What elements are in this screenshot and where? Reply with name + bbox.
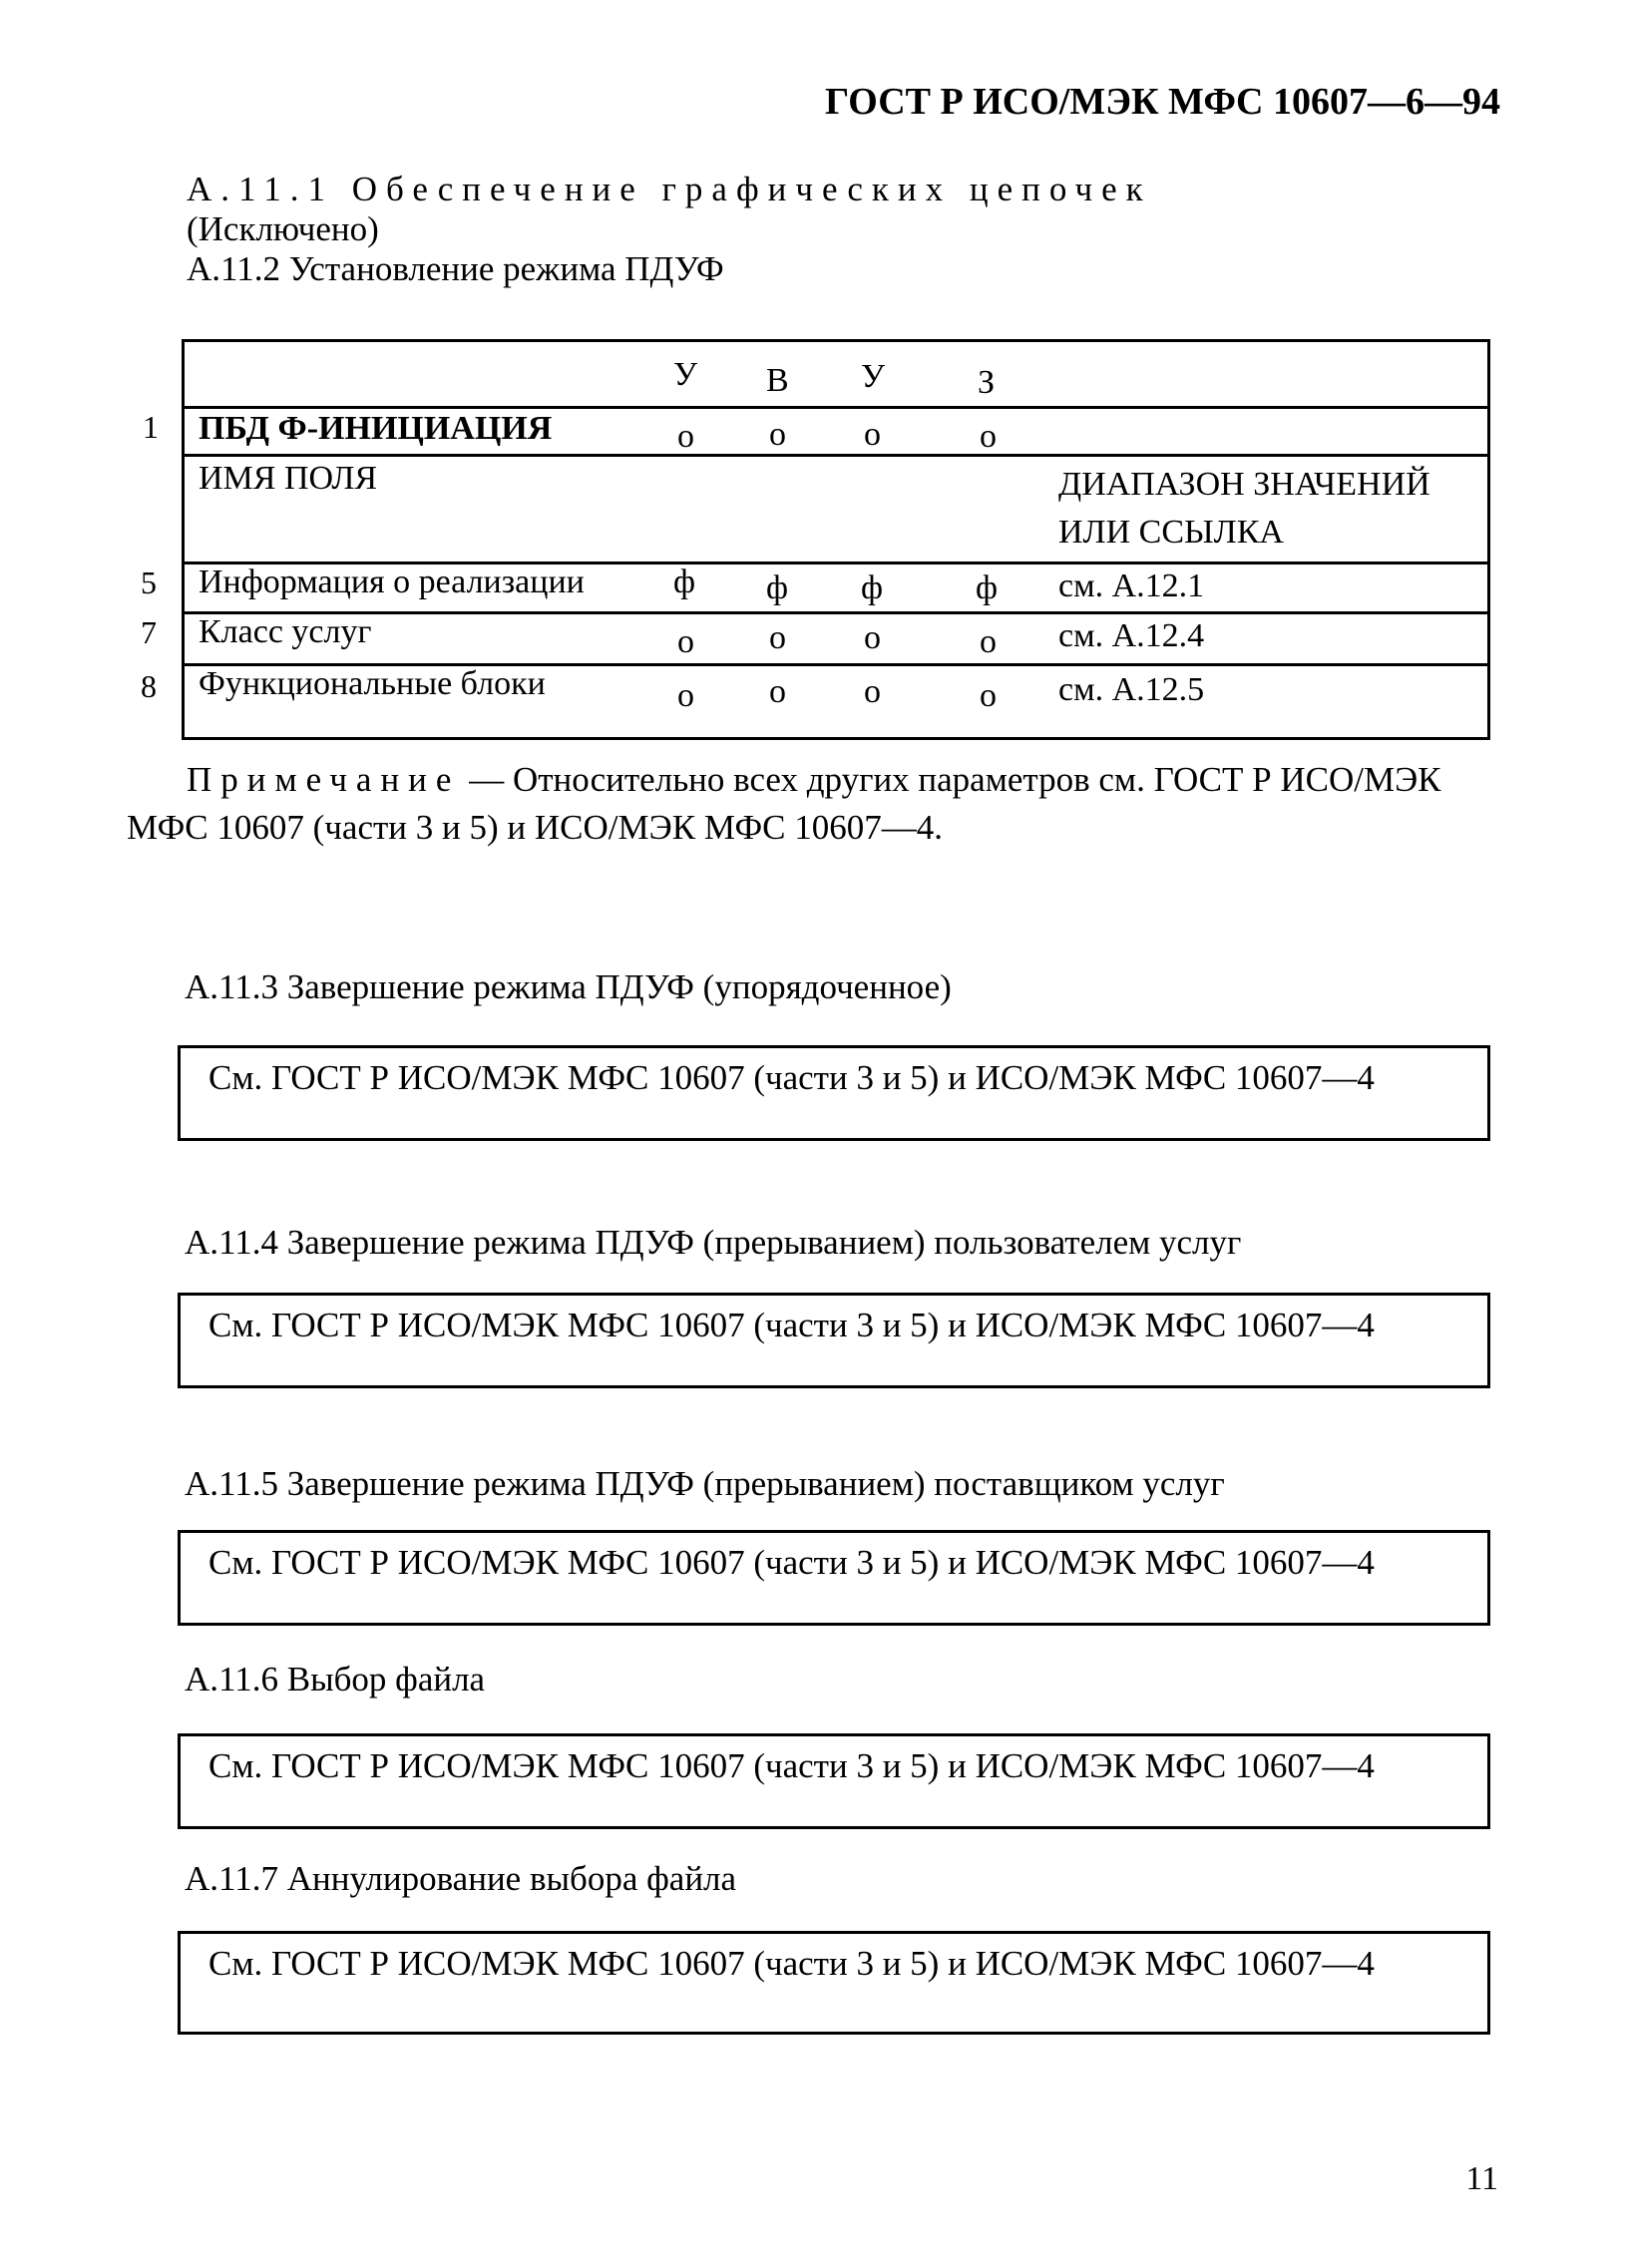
row-number: 5	[141, 565, 157, 600]
pdu-mark-3: о	[864, 416, 881, 453]
note-label: Примечание	[187, 760, 461, 799]
field-mark-4: о	[980, 677, 997, 714]
column-header-u1: У	[673, 356, 698, 393]
field-mark-2: о	[769, 673, 786, 710]
note-line-1	[187, 756, 1441, 804]
field-name: Класс услуг	[199, 613, 372, 650]
reference-box-a11-7: См. ГОСТ Р ИСО/МЭК МФС 10607 (части 3 и 5) и ИСО/МЭК МФС 10607—4	[178, 1931, 1490, 2035]
column-header-z: З	[978, 364, 996, 401]
section-a11-2-title: А.11.2 Установление режима ПДУФ	[187, 249, 724, 288]
pdu-table	[182, 339, 1490, 740]
pdu-name: ПБД Ф-ИНИЦИАЦИЯ	[199, 410, 553, 447]
reference-box-a11-6: См. ГОСТ Р ИСО/МЭК МФС 10607 (части 3 и 5) и ИСО/МЭК МФС 10607—4	[178, 1733, 1490, 1829]
column-header-u2: У	[861, 358, 886, 395]
field-name: Информация о реализации	[199, 564, 585, 600]
note-text-1: — Относительно всех других параметров см. ГОСТ Р ИСО/МЭК	[460, 760, 1441, 799]
field-mark-4: ф	[976, 569, 999, 606]
section-a11-1-note: (Исключено)	[187, 209, 379, 248]
document-header: ГОСТ Р ИСО/МЭК МФС 10607—6—94	[824, 81, 1500, 123]
section-a11-3-title: А.11.3 Завершение режима ПДУФ (упорядоченное)	[185, 967, 952, 1006]
reference-box-a11-3: См. ГОСТ Р ИСО/МЭК МФС 10607 (части 3 и 5) и ИСО/МЭК МФС 10607—4	[178, 1045, 1490, 1141]
section-a11-4-title: А.11.4 Завершение режима ПДУФ (прерыванием) пользователем услуг	[185, 1223, 1242, 1262]
field-mark-1: ф	[673, 564, 696, 600]
pdu-mark-4: о	[980, 418, 997, 455]
field-mark-1: о	[677, 623, 694, 660]
field-mark-4: о	[980, 623, 997, 660]
field-mark-3: о	[864, 673, 881, 710]
field-mark-2: ф	[766, 569, 789, 606]
row-number: 8	[141, 668, 157, 704]
field-name-header: ИМЯ ПОЛЯ	[199, 460, 378, 497]
field-mark-2: о	[769, 619, 786, 656]
range-header-line1: ДИАПАЗОН ЗНАЧЕНИЙ	[1058, 466, 1430, 503]
reference-box-a11-4: См. ГОСТ Р ИСО/МЭК МФС 10607 (части 3 и 5) и ИСО/МЭК МФС 10607—4	[178, 1293, 1490, 1388]
section-a11-7-title: А.11.7 Аннулирование выбора файла	[185, 1859, 737, 1898]
range-header-line2: ИЛИ ССЫЛКА	[1058, 514, 1284, 551]
field-ref: см. А.12.4	[1058, 617, 1205, 654]
pdu-mark-1: о	[677, 418, 694, 455]
pdu-mark-2: о	[769, 416, 786, 453]
note-text-2: МФС 10607 (части 3 и 5) и ИСО/МЭК МФС 10607—4.	[127, 808, 943, 847]
field-ref: см. А.12.1	[1058, 567, 1205, 604]
field-mark-3: ф	[861, 569, 884, 606]
field-ref: см. А.12.5	[1058, 671, 1205, 708]
reference-box-a11-5: См. ГОСТ Р ИСО/МЭК МФС 10607 (части 3 и 5) и ИСО/МЭК МФС 10607—4	[178, 1530, 1490, 1626]
row-number: 7	[141, 614, 157, 650]
field-mark-1: о	[677, 677, 694, 714]
section-a11-5-title: А.11.5 Завершение режима ПДУФ (прерыванием) поставщиком услуг	[185, 1464, 1225, 1503]
column-header-v: В	[766, 362, 789, 399]
section-a11-1-title: А.11.1 Обеспечение графических цепочек	[187, 170, 1152, 208]
field-mark-3: о	[864, 619, 881, 656]
page-number: 11	[1465, 2160, 1498, 2197]
field-name: Функциональные блоки	[199, 665, 546, 702]
row-number: 1	[143, 409, 159, 445]
section-a11-6-title: А.11.6 Выбор файла	[185, 1660, 486, 1699]
